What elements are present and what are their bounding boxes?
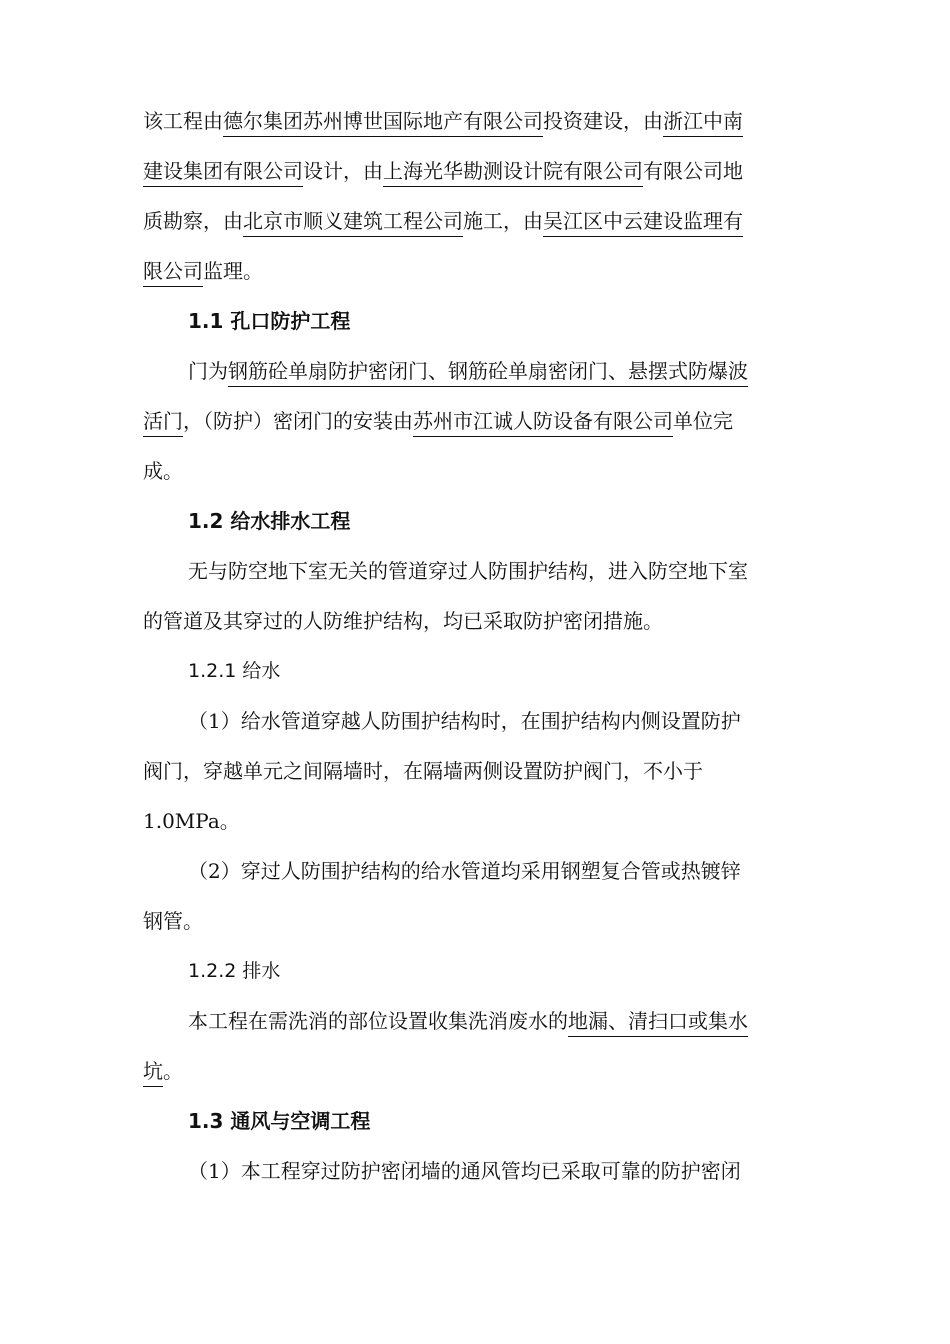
text: 施工，由 <box>463 209 543 233</box>
text: 该工程由 <box>143 109 223 133</box>
paragraph-line: （1）给水管道穿越人防围护结构时，在围护结构内侧设置防护 <box>188 709 741 733</box>
underlined-company: 德尔集团苏州博世国际地产有限公司 <box>223 109 543 137</box>
text: 质勘察，由 <box>143 209 243 233</box>
text: 监理。 <box>203 259 263 283</box>
paragraph-line: （1）本工程穿过防护密闭墙的通风管均已采取可靠的防护密闭 <box>188 1159 741 1183</box>
text: 有限公司地 <box>643 159 743 183</box>
text: 。 <box>163 1059 183 1083</box>
paragraph-line <box>143 408 813 434</box>
text: 门为 <box>188 359 228 383</box>
text: 单位完 <box>673 409 733 433</box>
underlined-company: 限公司 <box>143 259 203 287</box>
section-heading: 1.3 通风与空调工程 <box>188 1109 371 1133</box>
paragraph-line: 阀门，穿越单元之间隔墙时，在隔墙两侧设置防护阀门，不小于 <box>143 759 703 783</box>
subsection-heading: 1.2.2 排水 <box>188 960 281 982</box>
underlined-company: 浙江中南 <box>663 109 743 137</box>
underlined-company: 苏州市江诚人防设备有限公司 <box>413 409 673 437</box>
underlined-company: 上海光华勘测设计院有限公司 <box>383 159 643 187</box>
underlined-company: 吴江区中云建设监理有 <box>543 209 743 237</box>
paragraph-line <box>143 258 813 284</box>
paragraph-line <box>143 158 813 184</box>
underlined-term: 坑 <box>143 1059 163 1087</box>
paragraph-line: 无与防空地下室无关的管道穿过人防围护结构，进入防空地下室 <box>188 559 748 583</box>
paragraph-line: （2）穿过人防围护结构的给水管道均采用钢塑复合管或热镀锌 <box>188 859 741 883</box>
paragraph-line <box>143 208 813 234</box>
section-heading: 1.1 孔口防护工程 <box>188 309 351 333</box>
paragraph-line <box>143 1058 813 1084</box>
paragraph-line <box>188 1008 858 1034</box>
text: 本工程在需洗消的部位设置收集洗消废水的 <box>188 1009 568 1033</box>
underlined-company: 建设集团有限公司 <box>143 159 303 187</box>
section-heading: 1.2 给水排水工程 <box>188 509 351 533</box>
paragraph-line <box>188 358 858 384</box>
underlined-term: 钢筋砼单扇防护密闭门、钢筋砼单扇密闭门、悬摆式防爆波 <box>228 359 748 387</box>
paragraph-line <box>143 108 813 134</box>
paragraph-line: 成。 <box>143 459 183 483</box>
text: 投资建设，由 <box>543 109 663 133</box>
paragraph-line: 1.0MPa。 <box>143 809 240 833</box>
paragraph-line: 的管道及其穿过的人防维护结构，均已采取防护密闭措施。 <box>143 609 663 633</box>
underlined-term: 地漏、清扫口或集水 <box>568 1009 748 1037</box>
underlined-company: 北京市顺义建筑工程公司 <box>243 209 463 237</box>
subsection-heading: 1.2.1 给水 <box>188 660 281 682</box>
underlined-term: 活门 <box>143 409 183 437</box>
text: 设计，由 <box>303 159 383 183</box>
paragraph-line: 钢管。 <box>143 909 203 933</box>
text: ，（防护）密闭门的安装由 <box>183 409 413 433</box>
